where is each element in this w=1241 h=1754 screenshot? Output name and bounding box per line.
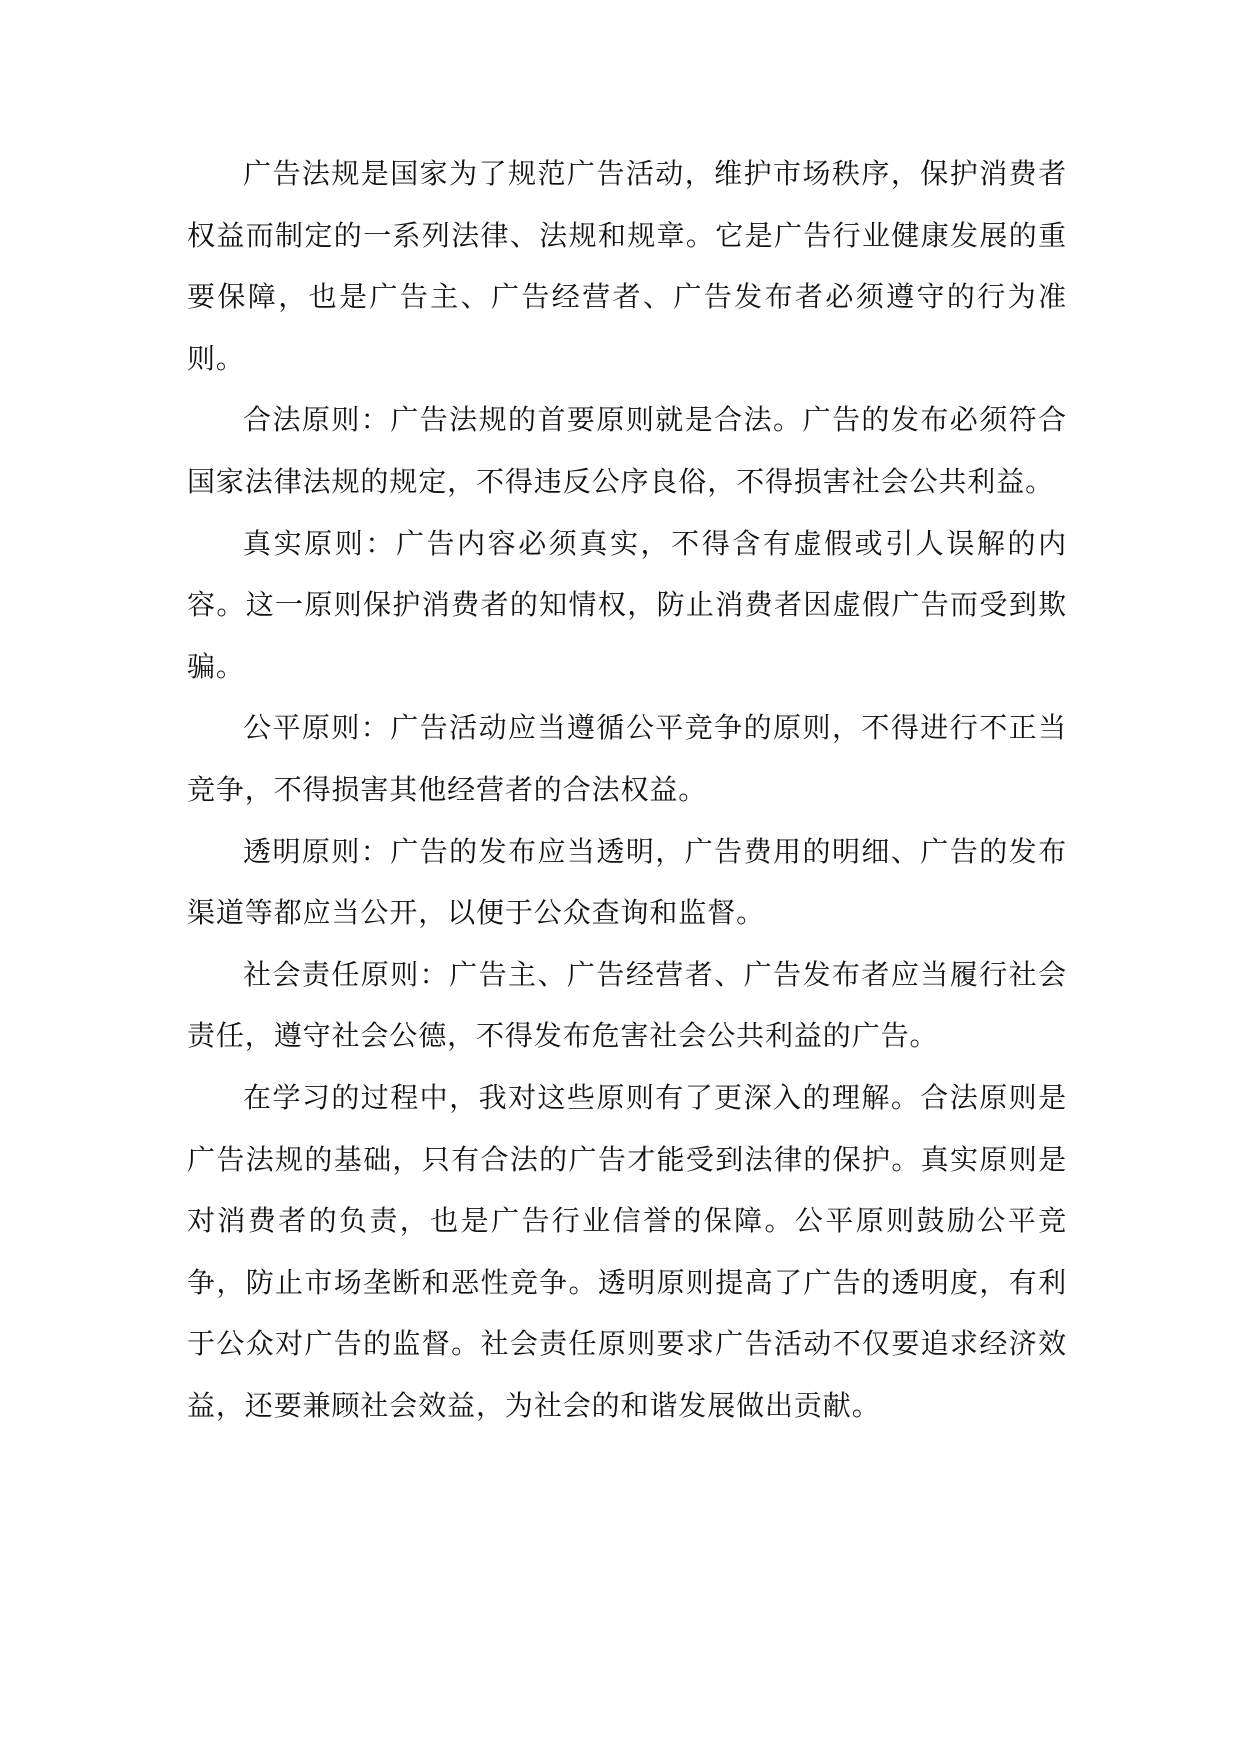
paragraph-truthfulness-principle: 真实原则：广告内容必须真实，不得含有虚假或引人误解的内容。这一原则保护消费者的知情权，防止消费者因虚假广告而受到欺骗。 <box>187 526 1067 683</box>
paragraph-fairness-principle: 公平原则：广告活动应当遵循公平竞争的原则，不得进行不正当竞争，不得损害其他经营者的合法权益。 <box>187 711 1067 806</box>
paragraph-intro: 广告法规是国家为了规范广告活动，维护市场秩序，保护消费者权益而制定的一系列法律、法规和规章。它是广告行业健康发展的重要保障，也是广告主、广告经营者、广告发布者必须遵守的行为准则。 <box>187 157 1067 375</box>
paragraph-social-responsibility-principle: 社会责任原则：广告主、广告经营者、广告发布者应当履行社会责任，遵守社会公德，不得发布危害社会公共利益的广告。 <box>187 957 1067 1053</box>
paragraph-legality-principle: 合法原则：广告法规的首要原则就是合法。广告的发布必须符合国家法律法规的规定，不得违反公序良俗，不得损害社会公共利益。 <box>187 403 1067 498</box>
paragraph-transparency-principle: 透明原则：广告的发布应当透明，广告费用的明细、广告的发布渠道等都应当公开，以便于公众查询和监督。 <box>187 834 1067 930</box>
paragraph-reflection: 在学习的过程中，我对这些原则有了更深入的理解。合法原则是广告法规的基础，只有合法的广告才能受到法律的保护。真实原则是对消费者的负责，也是广告行业信誉的保障。公平原则鼓励公平竞争，防止市场垄断和恶性竞争。透明原则提高了广告的透明度，有利于公众对广告的监督。社会责任原则要求广告活动不仅要追求经济效益，还要兼顾社会效益，为社会的和谐发展做出贡献。 <box>187 1080 1067 1422</box>
document-body <box>187 143 1067 1436</box>
